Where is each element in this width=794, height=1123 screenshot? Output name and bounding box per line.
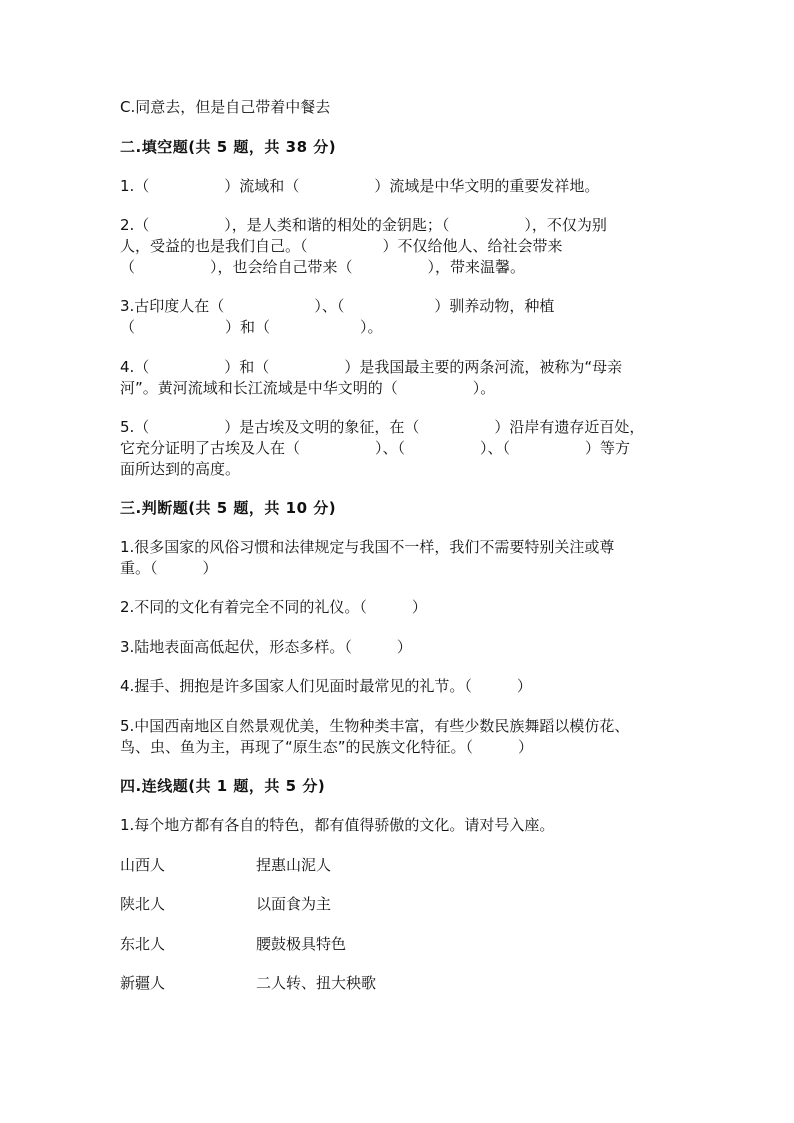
section4-title: 四.连线题(共 1 题，共 5 分): [120, 777, 326, 795]
fill-question-2-line1: 2.（ ），是人类和谐的相处的金钥匙；（ ），不仅为别: [120, 216, 607, 234]
fill-question-2-line2: 人，受益的也是我们自己。（ ）不仅给他人、给社会带来: [120, 237, 563, 255]
fill-question-5-line3: 面所达到的高度。: [120, 460, 241, 478]
match-right-item: 捏惠山泥人: [256, 856, 332, 874]
judge-question-5-line1: 5.中国西南地区自然景观优美，生物种类丰富，有些少数民族舞蹈以模仿花、: [120, 717, 630, 735]
match-left-item: 山西人: [120, 856, 166, 874]
match-right-item: 以面食为主: [256, 895, 332, 913]
fill-question-5-line2: 它充分证明了古埃及人在（ ）、（ ）、（ ）等方: [120, 439, 631, 457]
judge-question-1-line1: 1.很多国家的风俗习惯和法律规定与我国不一样，我们不需要特别关注或尊: [120, 538, 615, 556]
match-left-item: 陕北人: [120, 895, 166, 913]
judge-question-2: 2.不同的文化有着完全不同的礼仪。（ ）: [120, 598, 427, 616]
judge-question-5-line2: 鸟、虫、鱼为主，再现了“原生态”的民族文化特征。（ ）: [120, 738, 534, 756]
match-question-1: 1.每个地方都有各自的特色，都有值得骄傲的文化。请对号入座。: [120, 816, 555, 834]
fill-question-5-line1: 5.（ ）是古埃及文明的象征，在（ ）沿岸有遗存近百处，: [120, 418, 645, 436]
judge-question-1-line2: 重。（ ）: [120, 559, 218, 577]
match-right-item: 二人转、扭大秧歌: [256, 974, 377, 992]
judge-question-3: 3.陆地表面高低起伏，形态多样。（ ）: [120, 638, 412, 656]
fill-question-4-line2: 河”。黄河流域和长江流域是中华文明的（ ）。: [120, 379, 496, 397]
match-right-item: 腰鼓极具特色: [256, 935, 347, 953]
match-left-item: 东北人: [120, 935, 166, 953]
section3-title: 三.判断题(共 5 题，共 10 分): [120, 499, 337, 517]
judge-question-4: 4.握手、拥抱是许多国家人们见面时最常见的礼节。（ ）: [120, 677, 532, 695]
fill-question-3-line2: （ ）和（ ）。: [120, 318, 383, 336]
fill-question-2-line3: （ ），也会给自己带来（ ），带来温馨。: [120, 258, 526, 276]
fill-question-3-line1: 3.古印度人在（ ）、（ ）驯养动物，种植: [120, 297, 555, 315]
fill-question-4-line1: 4.（ ）和（ ）是我国最主要的两条河流，被称为“母亲: [120, 358, 623, 376]
match-left-item: 新疆人: [120, 974, 166, 992]
section2-title: 二.填空题(共 5 题，共 38 分): [120, 138, 337, 156]
fill-question-1: 1.（ ）流域和（ ）流域是中华文明的重要发祥地。: [120, 177, 600, 195]
option-c: C.同意去，但是自己带着中餐去: [120, 98, 331, 116]
